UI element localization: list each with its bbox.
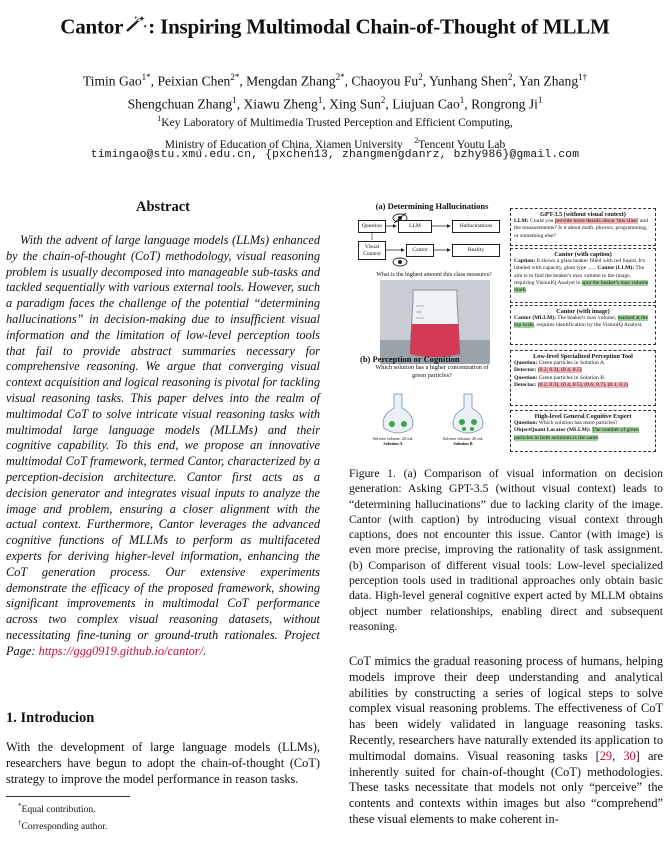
panel-text: The aim is to find the beaker's max volume in the image, requiring VisionIQ Analyst to: [514, 265, 645, 286]
author-emails: timingao@stu.xmu.edu.cn, {pxchen13, zhangmengdanrz, bzhy986}@gmail.com: [90, 149, 580, 161]
footnote-rule: [6, 796, 130, 797]
author-name: Chaoyou Fu: [351, 73, 419, 89]
sol-a-name: Solution A: [383, 441, 403, 446]
intro-continued: [349, 654, 663, 828]
abstract-tail: .: [203, 643, 207, 658]
title-name: Cantor: [60, 14, 124, 39]
authors-line-2: Shengchuan Zhang$^1$, Xiawu Zheng$^1$, Xing Sun$^2$, Liujuan Cao$^1$, Rongrong Ji$^1$: [127, 94, 543, 112]
panel-cantor-image: [510, 305, 656, 345]
figure-1: [352, 198, 664, 456]
author-name: Timin Gao: [82, 73, 142, 89]
panel-label: Detector:: [514, 381, 537, 388]
author-name: Yan Zhang: [518, 73, 579, 89]
author-affil-sup: 1†: [578, 72, 588, 82]
fn-sup: †: [18, 818, 22, 827]
panel-text: , requires identification by the VisionIQ Analyst.: [533, 322, 643, 329]
panel-label: Question:: [514, 420, 538, 427]
beaker-image: [380, 280, 490, 364]
figure-question: What is the highest amount this class measures?: [376, 272, 492, 278]
author-name: Xing Sun: [329, 96, 381, 112]
abstract-heading: Abstract: [136, 199, 190, 215]
body-text: ] are inherently suited for chain-of-thought (CoT) methodologies. These tasks necessitate that models not only “perceive” the contents and contexts within images but also “comprehend” these visual elements to make coherent in-: [349, 748, 664, 826]
affil-sup: 2: [414, 135, 419, 145]
citation-link[interactable]: 30: [623, 748, 636, 763]
panel-text: .: [597, 434, 600, 441]
panel-heading: GPT-3.5 (without visual context): [540, 211, 626, 218]
solution-b-label: [438, 436, 488, 446]
panel-heading: High-level General Cognitive Expert: [534, 413, 632, 420]
author-affil-sup: 2*: [230, 72, 240, 82]
title-rest: : Inspiring Multimodal Chain-of-Thought of MLLM: [148, 14, 610, 39]
affil-2: Ministry of Education of China, Xiamen University: [164, 138, 403, 151]
flask-icon: [453, 394, 483, 433]
svg-text:✦: ✦: [143, 25, 148, 30]
flasks: [372, 392, 502, 438]
figure-b-title: (b) Perception or Cognition: [360, 354, 460, 364]
abstract-text: With the advent of large language models (LLMs) enhanced by the chain-of-thought (CoT) methodology, visual reasoning problem is usually decomposed into manageable sub-tasks and tackled sequentially with various external tools. However, such a paradigm faces the challenge of the potential “determining hallucinations” in decision-making due to insufficient visual information and the limitation of low-level perception tools that fail to provide abstract summaries necessary for comprehensive reasoning. We argue that converging visual context acquisition and logical reasoning is pivotal for tackling visual reasoning tasks. This paper delves into the realm of multimodal CoT to solve intricate visual reasoning tasks with multimodal large language models (MLLMs) and their cognitive capability. To this end, we propose an innovative multimodal CoT framework, termed Cantor, characterized by a perception-decision architecture. Cantor first acts as a decision generator and integrates visual inputs to analyze the image and problem, ensuring a closer alignment with the actual context. Furthermore, Cantor leverages the advanced cognitive functions of MLLMs to perform as multifaceted experts for deriving higher-level information, enhancing the CoT generation process. Our extensive experiments demonstrate the efficacy of the proposed framework, showing significant improvements in multimodal CoT performance across two complex visual reasoning datasets, without necessitating fine-tuning or ground-truth rationales. Project Page:: [6, 233, 320, 658]
solution-a-label: [368, 436, 418, 446]
box-llm: LLM: [398, 220, 432, 233]
body-text: ,: [612, 748, 624, 763]
sol-b-name: Solution B: [453, 441, 473, 446]
flask-icon: [383, 394, 413, 433]
panel-cognitive-expert: [510, 410, 656, 452]
panel-heading: Cantor (with caption): [554, 251, 612, 258]
panel-text: Green particles in Solution A.: [537, 360, 606, 367]
affiliations: [20, 110, 650, 154]
author-affil-sup: 1: [537, 94, 543, 105]
author-name: Rongrong Ji: [471, 96, 538, 112]
box-visual-context: Visual Context: [358, 241, 386, 260]
figure-b-question: Which solution has a higher concentration of green particles?: [375, 364, 489, 379]
panel-label: ObjectQuant Locator (MLLM):: [514, 427, 591, 434]
panel-gpt35: [510, 208, 656, 246]
panel-highlight: (0.2, 0.3), (0.4, 0.5): [537, 367, 582, 374]
panel-highlight: marked at the top scale: [514, 315, 648, 329]
panel-text: The beaker's max volume,: [556, 315, 618, 322]
footnote-2: Corresponding author.: [21, 820, 108, 832]
affil-sup: 1: [157, 114, 162, 123]
panel-highlight: (0.2, 0.3), (0.4, 0.5), (0.6, 0.7), (0.1, 0.2): [537, 381, 629, 388]
paper-title: [0, 14, 670, 43]
panel-heading: Low-level Specialized Perception Tool: [533, 353, 633, 360]
author-affil-sup: 1*: [141, 72, 151, 82]
figure-caption: Figure 1. (a) Comparison of visual information on decision generation: Asking GPT-3.5 (without visual context) leads to “determining hallucinations” due to lacking clarity of the image. Cantor (with caption) by introducing visual context through captions, does not encounter this issue. Cantor (with image) is even more precise, improving the rationality of task assignment. (b) Comparison of different visual tools: Low-level specialized perception tools used in traditional approaches only obtain basic data. High-level general cognitive expert acted by MLLM obtains object number relationships, enabling direct and subsequent reasoning.: [349, 467, 663, 633]
authors-line-1: Timin Gao$^{1*}$, Peixian Chen$^{2*}$, Mengdan Zhang$^{2*}$, Chaoyou Fu$^2$, Yunhang Shen$^2$, Yan Zhang$^{1\dagger}$: [82, 72, 588, 89]
affil-3: Tencent Youtu Lab: [418, 138, 506, 151]
panel-text: It shows a glass beaker filled with red liquid. It's labeled with capacity, glass type ......: [514, 258, 646, 272]
panel-text: and the measurements? Is it about math, physics, programming, or something else?: [514, 218, 648, 239]
author-name: Yunhang Shen: [429, 73, 508, 89]
author-affil-sup: 2: [380, 94, 386, 105]
eye-icon: [393, 258, 407, 266]
author-name: Shengchuan Zhang: [127, 96, 233, 112]
author-affil-sup: 2: [418, 72, 423, 82]
panel-text: Could you: [528, 218, 555, 225]
section-heading: 1. Introducion: [6, 710, 95, 726]
abstract-body: [6, 233, 320, 660]
magic-wand-icon: [125, 14, 147, 39]
box-question: Question: [358, 220, 386, 233]
author-name: Liujuan Cao: [392, 96, 460, 112]
author-name: Peixian Chen: [157, 73, 231, 89]
panel-label: Cantor (MLLM):: [514, 315, 556, 322]
intro-paragraph: With the development of large language models (LLMs), researchers have begun to adopt the chain-of-thought (CoT) strategy to improve the model performance in reason tasks.: [6, 740, 320, 786]
author-affil-sup: 1: [232, 94, 237, 105]
panel-perception-tool: [510, 350, 656, 406]
panel-cantor-caption: [510, 248, 656, 303]
panel-label: Cantor (LLM):: [597, 265, 635, 272]
panel-label: Detector:: [514, 367, 537, 374]
panel-highlight: spot the beaker's max volume mark: [514, 279, 649, 294]
panel-highlight: The number of green particles in both solutions is the same: [514, 427, 640, 441]
panel-label: Question:: [514, 374, 538, 381]
footnotes: [18, 800, 107, 833]
sol-b-vol: Solvent volume: 20 mL: [442, 436, 484, 441]
body-text: CoT mimics the gradual reasoning process of humans, helping models improve their deep understanding and analytical abilities by constructing a series of logical steps to solve complex visual reasoning problems. The effectiveness of CoT has been widely validated in language reasoning tasks. Recently, researchers have naturally extended its application to multimodal domains. Visual reasoning tasks [: [349, 654, 663, 763]
box-reality: Reality: [452, 244, 500, 257]
author-list: [20, 68, 650, 113]
author-name: Mengdan Zhang: [246, 73, 336, 89]
fn-sup: *: [18, 802, 22, 810]
panel-text: Green particles in Solution B.: [537, 374, 606, 381]
panel-label: LLM:: [514, 218, 529, 225]
panel-text: .: [525, 287, 527, 294]
footnote-1: Equal contribution.: [21, 804, 96, 816]
author-affil-sup: 1: [459, 94, 465, 105]
box-cantor: Cantor: [406, 244, 434, 257]
panel-heading: Cantor (with image): [556, 308, 610, 315]
panel-text: Which solution has more particles?: [537, 420, 618, 427]
citation-link[interactable]: 29: [599, 748, 613, 763]
author-affil-sup: 2: [507, 72, 513, 82]
figure-a-title: (a) Determining Hallucinations: [375, 201, 489, 211]
author-name: Xiawu Zheng: [243, 96, 318, 112]
panel-highlight: provide more details about 'this class': [554, 218, 639, 225]
svg-text:✦: ✦: [139, 15, 145, 23]
svg-text:✦: ✦: [134, 15, 138, 20]
author-affil-sup: 1: [317, 94, 323, 105]
project-page-link[interactable]: https://ggg0919.github.io/cantor/: [38, 643, 204, 658]
author-affil-sup: 2*: [335, 72, 345, 82]
panel-label: Caption:: [514, 258, 536, 265]
box-hallucinations: Hallucinations: [452, 220, 500, 233]
sol-a-vol: Solvent volume: 20 mL: [372, 436, 414, 441]
panel-label: Question:: [514, 360, 538, 367]
affil-1: Key Laboratory of Multimedia Trusted Perception and Efficient Computing,: [161, 116, 513, 129]
